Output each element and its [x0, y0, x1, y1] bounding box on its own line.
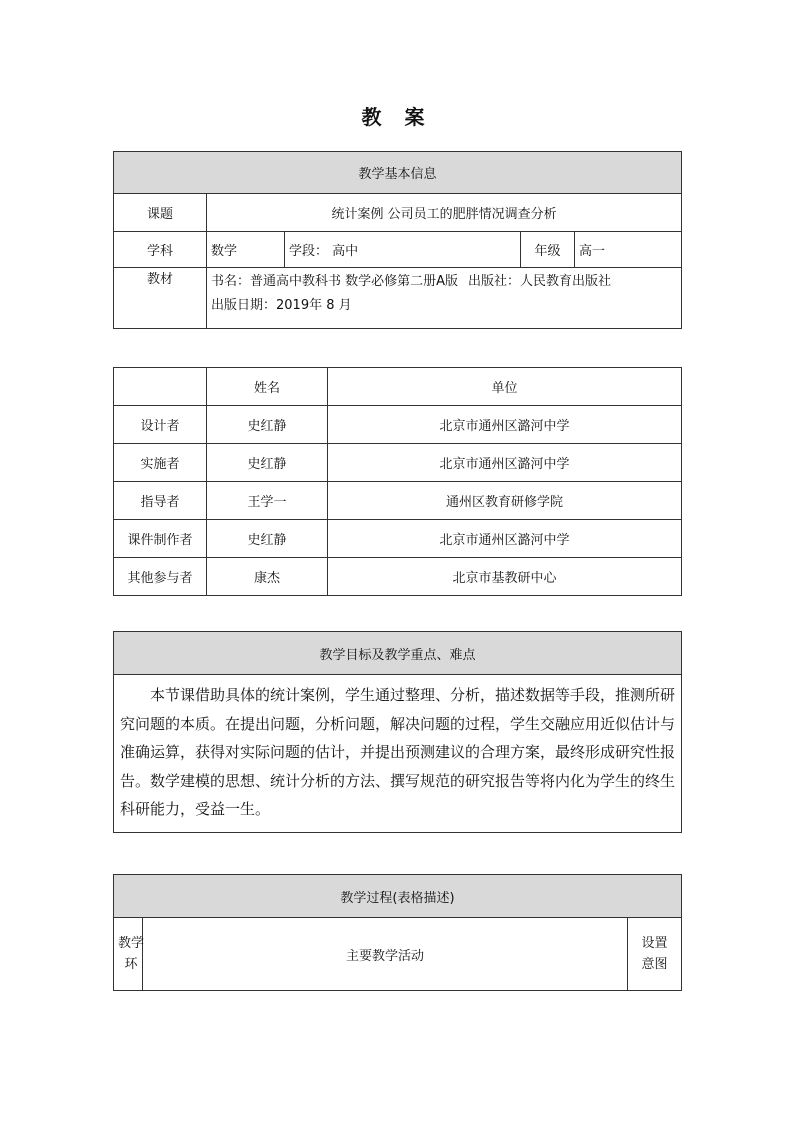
- staff-unit: 北京市通州区潞河中学: [328, 406, 682, 444]
- topic-value: 统计案例 公司员工的肥胖情况调查分析: [207, 194, 682, 232]
- activity-column-header: 主要教学活动: [143, 918, 628, 991]
- staff-corner-cell: [114, 368, 207, 406]
- table-row: [114, 520, 682, 558]
- textbook-value: [207, 268, 682, 329]
- staff-unit: 北京市基教研中心: [328, 558, 682, 596]
- staff-col-name: 姓名: [207, 368, 328, 406]
- staff-col-unit: 单位: [328, 368, 682, 406]
- staff-name: 史红静: [207, 520, 328, 558]
- process-header: 教学过程(表格描述): [114, 875, 682, 918]
- staff-name: 史红静: [207, 444, 328, 482]
- textbook-date: 出版日期：2019年 8 月: [211, 298, 352, 313]
- staff-name: 王学一: [207, 482, 328, 520]
- grade-label: 年级: [521, 232, 575, 268]
- subject-value: 数学: [207, 232, 285, 268]
- textbook-publisher: 出版社：人民教育出版社: [468, 274, 612, 289]
- staff-role: 课件制作者: [114, 520, 207, 558]
- table-row: [114, 406, 682, 444]
- grade-value: 高一: [575, 232, 682, 268]
- stage-cell: [285, 232, 521, 268]
- staff-role: 实施者: [114, 444, 207, 482]
- stage-column-label: 教学环: [117, 936, 144, 972]
- staff-role: 指导者: [114, 482, 207, 520]
- objectives-table: [113, 631, 682, 833]
- table-row: [114, 558, 682, 596]
- staff-role: 其他参与者: [114, 558, 207, 596]
- subject-label: 学科: [114, 232, 207, 268]
- staff-role: 设计者: [114, 406, 207, 444]
- page-title: 教 案: [361, 105, 433, 129]
- staff-name: 康杰: [207, 558, 328, 596]
- textbook-book: 书名：普通高中教科书 数学必修第二册A版: [211, 274, 459, 289]
- staff-unit: 北京市通州区潞河中学: [328, 520, 682, 558]
- topic-label: 课题: [114, 194, 207, 232]
- objectives-body-cell: [114, 675, 682, 833]
- textbook-label: 教材: [114, 268, 207, 329]
- objectives-body: 本节课借助具体的统计案例，学生通过整理、分析，描述数据等手段，推测所研究问题的本质。在提出问题，分析问题，解决问题的过程，学生交融应用近似估计与准确运算，获得对实际问题的估计，并提出预测建议的合理方案，最终形成研究性报告。数学建模的思想、统计分析的方法、撰写规范的研究报告等将内化为学生的终生科研能力，受益一生。: [120, 686, 676, 818]
- staff-name: 史红静: [207, 406, 328, 444]
- intent-column-header: [628, 918, 682, 991]
- table-row: [114, 444, 682, 482]
- stage-label: 学段：: [289, 244, 329, 259]
- staff-unit: 北京市通州区潞河中学: [328, 444, 682, 482]
- basic-info-table: [113, 151, 682, 329]
- textbook-line-1: [211, 270, 677, 294]
- intent-column-label: 设置意图: [641, 936, 668, 972]
- basic-info-header: 教学基本信息: [114, 152, 682, 194]
- staff-unit: 通州区教育研修学院: [328, 482, 682, 520]
- table-row: [114, 482, 682, 520]
- stage-column-header: [114, 918, 143, 991]
- staff-table: [113, 367, 682, 596]
- process-table: [113, 874, 682, 991]
- objectives-header: 教学目标及教学重点、难点: [114, 632, 682, 675]
- stage-value: 高中: [332, 244, 359, 259]
